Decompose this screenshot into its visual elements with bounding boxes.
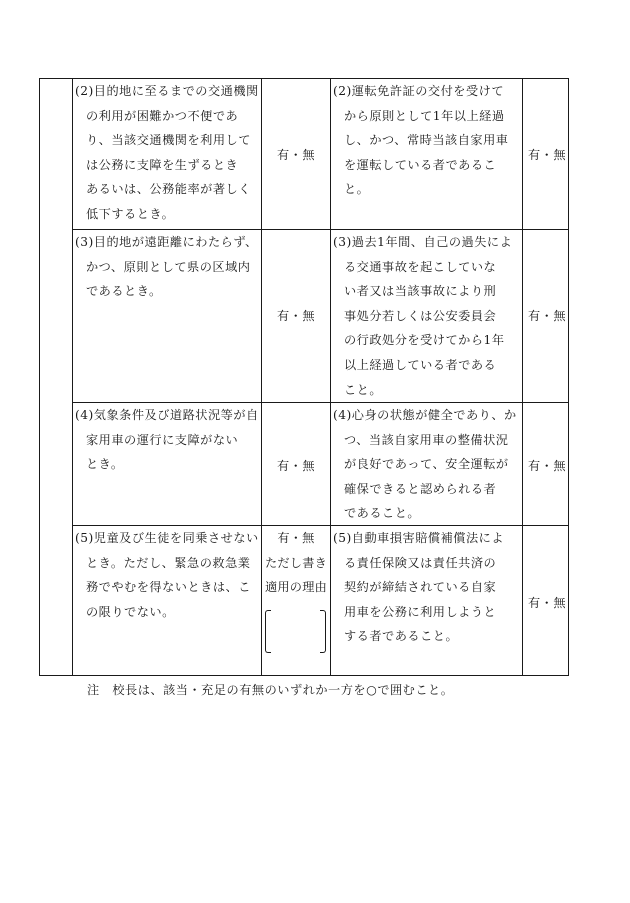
requirement-text: が良好であって、安全運転が [344,457,509,472]
condition-text: とき。ただし、緊急の救急業 [86,555,251,570]
table-divider [522,78,523,676]
footnote: 注 校長は、該当・充足の有無のいずれか一方を○で囲むこと。 [87,683,454,697]
requirement-text: る責任保険又は責任共済の [344,555,497,570]
requirement-text: から原則として1年以上経過 [344,108,505,123]
requirement-text: (5)自動車損害賠償補償法によ [333,531,505,545]
condition-text: の限りでない。 [86,604,175,619]
condition-text: あるいは、公務能率が著しく [86,182,251,197]
yes-no-mark: 有・無 [527,309,567,323]
condition-text: 家用車の運行に支障がない [86,432,239,447]
reason-bracket-right [320,610,326,653]
requirement-cell [333,230,512,402]
requirement-text: つ、当該自家用車の整備状況 [344,432,509,447]
requirement-text: (2)運転免許証の交付を受けて [333,84,505,98]
condition-text: (2)目的地に至るまでの交通機関 [75,84,259,98]
reason-label: 適用の理由 [265,580,327,595]
reason-bracket-left [265,610,271,653]
condition-text: とき。 [86,457,124,472]
proviso-label: ただし書き [265,555,327,570]
condition-text: であるとき。 [86,284,162,299]
condition-text: かつ、原則として県の区域内 [86,259,251,274]
condition-text: 務でやむを得ないときは、こ [86,580,251,595]
requirement-text: 契約が締結されている自家 [344,580,497,595]
requirement-text: し、かつ、常時当該自家用車 [344,133,509,148]
table-divider [72,78,73,676]
requirement-text: 以上経過している者である [344,357,497,372]
requirement-text: 事処分若しくは公安委員会 [344,308,497,323]
condition-text: (5)児童及び生徒を同乗させない [75,531,259,545]
yes-no-mark: 有・無 [276,459,316,473]
requirement-text: る交通事故を起こしていな [344,259,497,274]
condition-text: の利用が困難かつ不便であ [86,108,239,123]
requirement-text: こと。 [344,382,383,397]
requirement-text: と。 [344,182,370,197]
requirement-text: 確保できると認められる者 [344,481,497,496]
condition-text: 低下するとき。 [86,206,175,221]
requirement-text: であること。 [344,506,421,521]
condition-cell [75,230,258,304]
yes-no-mark: 有・無 [276,309,316,323]
requirement-text: の行政処分を受けてから1年 [344,333,505,348]
condition-cell [75,526,259,624]
condition-cell [75,79,259,227]
requirement-text: を運転している者であるこ [344,157,497,172]
requirement-text: 用車を公務に利用しようと [344,604,497,619]
condition-text: り、当該交通機関を利用して [86,133,251,148]
condition-text: (4)気象条件及び道路状況等が自 [75,408,259,422]
requirement-cell [333,79,508,202]
requirement-text: (3)過去1年間、自己の過失によ [333,235,513,249]
requirement-text: い者又は当該事故により刑 [344,284,497,299]
yes-no-mark: 有・無 [277,531,315,545]
requirement-text: (4)心身の状態が健全であり、か [333,408,517,422]
proviso-cell [261,526,331,600]
requirement-cell [333,403,517,526]
yes-no-mark: 有・無 [527,148,567,162]
yes-no-mark: 有・無 [527,596,567,610]
condition-text: は公務に支障を生ずるとき [86,157,239,172]
yes-no-mark: 有・無 [527,459,567,473]
requirement-text: する者であること。 [344,629,459,644]
requirement-cell [333,526,504,649]
condition-cell [75,403,259,477]
yes-no-mark: 有・無 [276,148,316,162]
condition-text: (3)目的地が遠距離にわたらず、 [75,235,258,249]
